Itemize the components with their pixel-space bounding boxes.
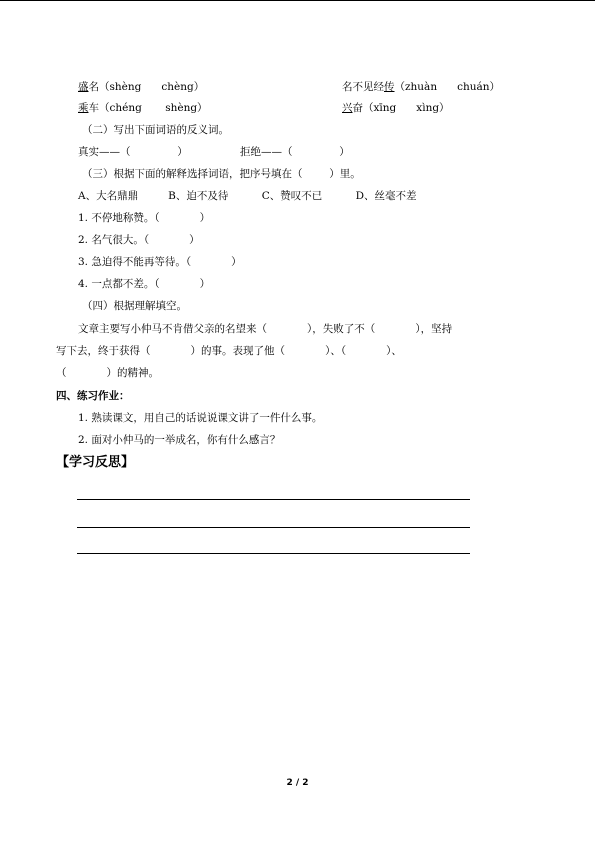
homework-item-2: 2. 面对小仲马的一举成名，你有什么感言？ <box>78 434 281 446</box>
underlined-char: 乘 <box>78 102 89 114</box>
question-1: 1. 不停地称赞。（ ） <box>78 212 211 224</box>
page-number: 2 / 2 <box>286 778 309 788</box>
pinyin-options: 名（shèng chèng） <box>88 81 205 93</box>
antonym-item-2: 拒绝——（ ） <box>240 146 350 158</box>
answer-line-1 <box>77 499 470 500</box>
homework-item-1: 1. 熟读课文，用自己的话说说课文讲了一件什么事。 <box>78 412 323 424</box>
question-2: 2. 名气很大。（ ） <box>78 234 200 246</box>
header-rule <box>0 0 595 1</box>
word-prefix: 名不见经 <box>342 81 384 93</box>
pinyin-options: （zhuàn chuán） <box>394 81 501 93</box>
word-options: A、大名鼎鼎 B、迫不及待 C、赞叹不已 D、丝毫不差 <box>78 190 417 202</box>
pinyin-options: 奋（xīng xìng） <box>352 102 450 114</box>
underlined-char: 盛 <box>78 81 89 93</box>
pinyin-options: 车（chéng shèng） <box>88 102 208 114</box>
pinyin-item-shengming <box>78 80 204 94</box>
section3-title: （三）根据下面的解释选择词语，把序号填在（ ）里。 <box>82 168 361 180</box>
answer-line-3 <box>77 553 470 554</box>
question-3: 3. 急迫得不能再等待。（ ） <box>78 256 242 268</box>
section2-title: （二）写出下面词语的反义词。 <box>82 124 229 136</box>
homework-title: 四、练习作业： <box>56 390 130 402</box>
pinyin-item-mingbujianjingzhuan <box>342 80 500 94</box>
fill-line-2: 写下去，终于获得（ ）的事。表现了他（ ）、（ ）、 <box>56 345 402 357</box>
fill-line-3: （ ）的精神。 <box>56 367 160 379</box>
reflection-title: 【学习反思】 <box>56 455 135 470</box>
antonym-item-1: 真实——（ ） <box>78 146 188 158</box>
underlined-char: 传 <box>384 81 395 93</box>
fill-line-1: 文章主要写小仲马不肯借父亲的名望来（ ），失败了不（ ），坚持 <box>78 323 453 335</box>
underlined-char: 兴 <box>342 102 353 114</box>
question-4: 4. 一点都不差。（ ） <box>78 278 211 290</box>
pinyin-item-xingfen <box>342 101 450 115</box>
pinyin-item-chengche <box>78 101 208 115</box>
answer-line-2 <box>77 527 470 528</box>
section4-title: （四）根据理解填空。 <box>82 300 187 312</box>
